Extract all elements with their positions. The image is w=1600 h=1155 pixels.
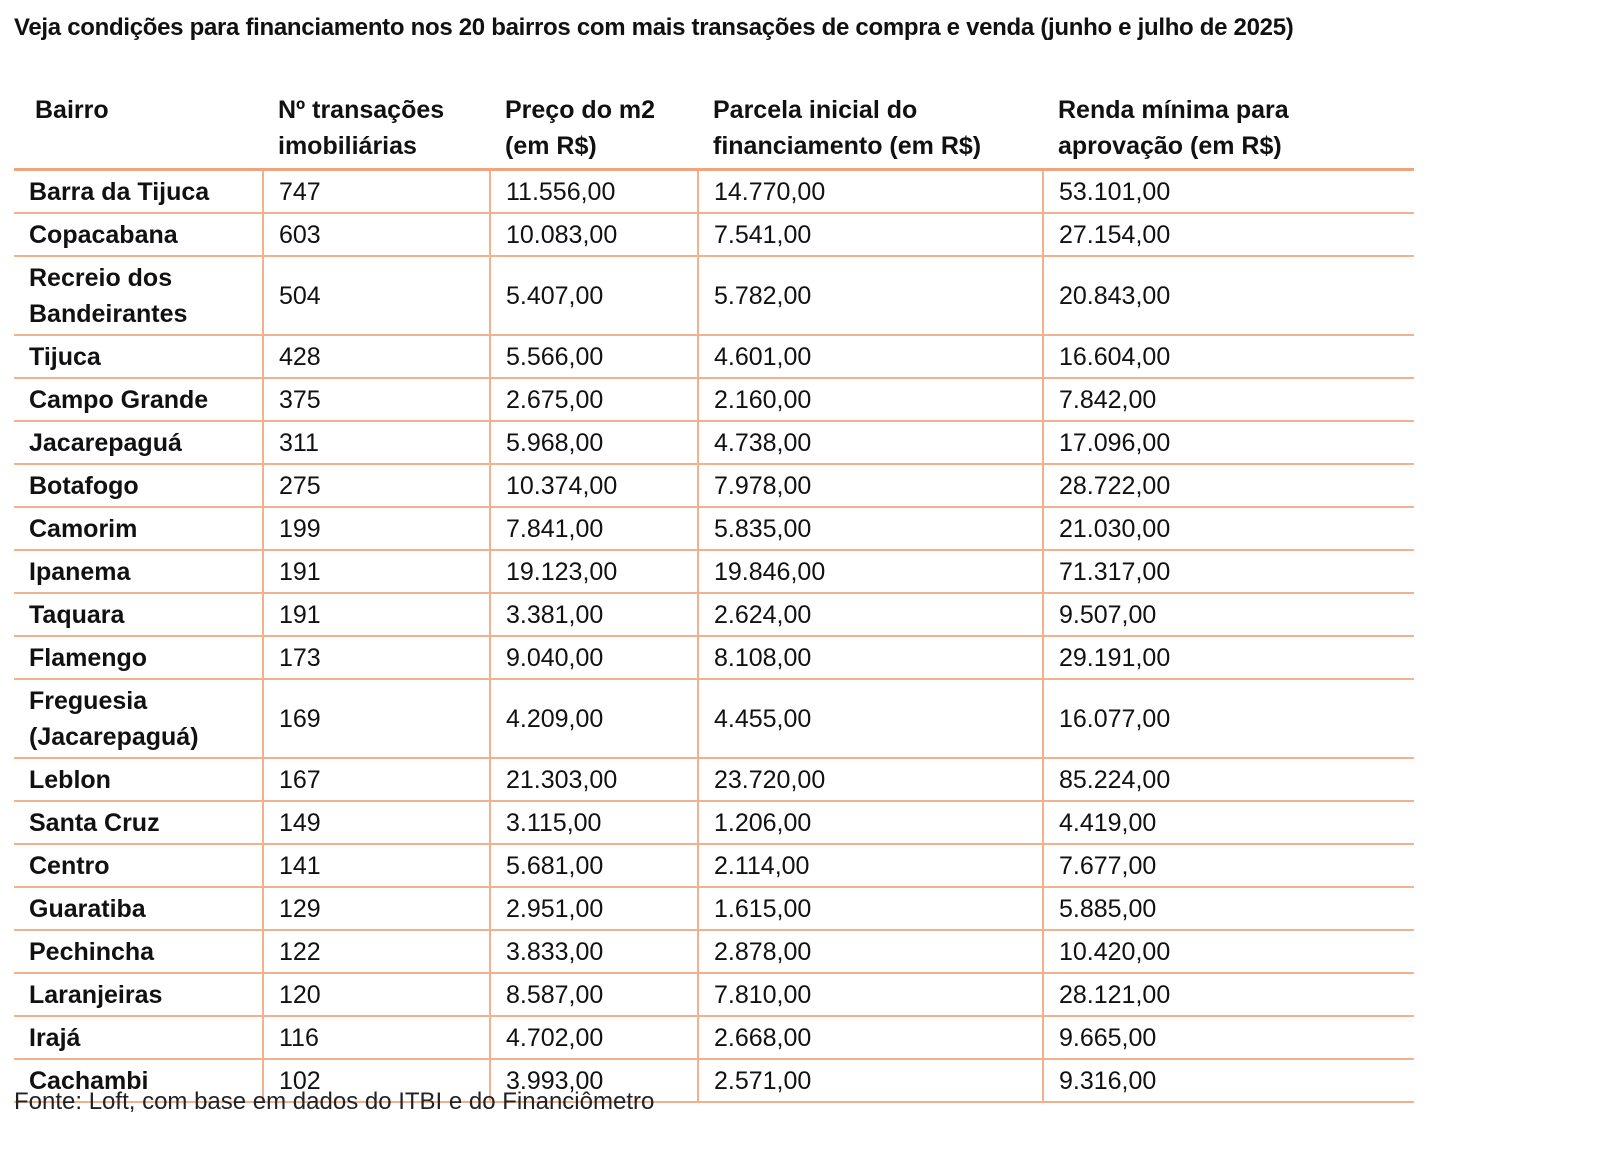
cell-renda: 17.096,00 bbox=[1043, 421, 1414, 464]
table-row bbox=[14, 507, 1414, 550]
cell-parcela: 7.978,00 bbox=[698, 464, 1043, 507]
header-line: Nº transações bbox=[278, 96, 445, 124]
cell-parcela: 8.108,00 bbox=[698, 636, 1043, 679]
cell-preco-m2: 8.587,00 bbox=[490, 973, 698, 1016]
table-body bbox=[14, 170, 1414, 1103]
cell-transacoes: 122 bbox=[263, 930, 490, 973]
cell-renda: 71.317,00 bbox=[1043, 550, 1414, 593]
cell-bairro bbox=[14, 930, 263, 973]
cell-bairro bbox=[14, 1016, 263, 1059]
cell-parcela: 2.624,00 bbox=[698, 593, 1043, 636]
cell-transacoes: 428 bbox=[263, 335, 490, 378]
cell-renda: 10.420,00 bbox=[1043, 930, 1414, 973]
cell-bairro bbox=[14, 550, 263, 593]
cell-renda: 9.665,00 bbox=[1043, 1016, 1414, 1059]
bairro-name-line: Botafogo bbox=[29, 472, 139, 500]
bairro-name-line: Camorim bbox=[29, 515, 138, 543]
bairro-name-line: Barra da Tijuca bbox=[29, 178, 210, 206]
cell-renda: 29.191,00 bbox=[1043, 636, 1414, 679]
cell-transacoes: 375 bbox=[263, 378, 490, 421]
cell-transacoes: 747 bbox=[263, 170, 490, 214]
table-row bbox=[14, 335, 1414, 378]
cell-renda: 9.316,00 bbox=[1043, 1059, 1414, 1102]
cell-preco-m2: 7.841,00 bbox=[490, 507, 698, 550]
table-row bbox=[14, 930, 1414, 973]
bairro-name-line: Pechincha bbox=[29, 938, 155, 966]
bairro-name-line: Campo Grande bbox=[29, 386, 209, 414]
cell-bairro bbox=[14, 973, 263, 1016]
cell-bairro bbox=[14, 256, 263, 335]
cell-transacoes: 173 bbox=[263, 636, 490, 679]
cell-preco-m2: 10.083,00 bbox=[490, 213, 698, 256]
bairro-name-line: Copacabana bbox=[29, 221, 178, 249]
cell-preco-m2: 2.675,00 bbox=[490, 378, 698, 421]
bairro-name-line: (Jacarepaguá) bbox=[29, 723, 199, 751]
table-row bbox=[14, 421, 1414, 464]
bairro-name-line: Centro bbox=[29, 852, 110, 880]
table-header bbox=[14, 88, 1414, 170]
table-title: Veja condições para financiamento nos 20 bairros com mais transações de compra e venda (junho e julho de 2025) bbox=[14, 14, 1294, 41]
table-row bbox=[14, 550, 1414, 593]
bairro-name-line: Santa Cruz bbox=[29, 809, 160, 837]
cell-renda: 16.604,00 bbox=[1043, 335, 1414, 378]
cell-parcela: 7.541,00 bbox=[698, 213, 1043, 256]
cell-transacoes: 141 bbox=[263, 844, 490, 887]
header-bairro bbox=[14, 88, 263, 170]
cell-bairro bbox=[14, 801, 263, 844]
cell-bairro bbox=[14, 844, 263, 887]
cell-renda: 7.677,00 bbox=[1043, 844, 1414, 887]
cell-bairro bbox=[14, 170, 263, 214]
cell-preco-m2: 21.303,00 bbox=[490, 758, 698, 801]
cell-bairro bbox=[14, 464, 263, 507]
cell-parcela: 23.720,00 bbox=[698, 758, 1043, 801]
cell-renda: 16.077,00 bbox=[1043, 679, 1414, 758]
cell-bairro bbox=[14, 636, 263, 679]
cell-transacoes: 169 bbox=[263, 679, 490, 758]
table-row bbox=[14, 213, 1414, 256]
bairro-name-line: Freguesia bbox=[29, 687, 148, 715]
cell-transacoes: 603 bbox=[263, 213, 490, 256]
cell-preco-m2: 10.374,00 bbox=[490, 464, 698, 507]
cell-preco-m2: 3.833,00 bbox=[490, 930, 698, 973]
cell-bairro bbox=[14, 213, 263, 256]
bairro-name-line: Jacarepaguá bbox=[29, 429, 182, 457]
cell-bairro bbox=[14, 593, 263, 636]
bairro-name-line: Flamengo bbox=[29, 644, 148, 672]
cell-bairro bbox=[14, 335, 263, 378]
cell-parcela: 5.835,00 bbox=[698, 507, 1043, 550]
cell-preco-m2: 3.993,00 bbox=[490, 1059, 698, 1102]
header-transacoes bbox=[263, 88, 490, 170]
bairro-name-line: Leblon bbox=[29, 766, 111, 794]
cell-parcela: 2.571,00 bbox=[698, 1059, 1043, 1102]
cell-parcela: 1.615,00 bbox=[698, 887, 1043, 930]
cell-transacoes: 275 bbox=[263, 464, 490, 507]
table-row bbox=[14, 844, 1414, 887]
table-row bbox=[14, 378, 1414, 421]
cell-parcela: 2.160,00 bbox=[698, 378, 1043, 421]
cell-preco-m2: 3.115,00 bbox=[490, 801, 698, 844]
cell-preco-m2: 2.951,00 bbox=[490, 887, 698, 930]
bairro-name-line: Recreio dos bbox=[29, 264, 173, 292]
cell-renda: 21.030,00 bbox=[1043, 507, 1414, 550]
header-line: financiamento (em R$) bbox=[713, 132, 982, 160]
cell-parcela: 2.878,00 bbox=[698, 930, 1043, 973]
cell-transacoes: 129 bbox=[263, 887, 490, 930]
cell-transacoes: 102 bbox=[263, 1059, 490, 1102]
header-line: imobiliárias bbox=[278, 132, 417, 160]
header-line: Bairro bbox=[35, 96, 109, 124]
table-row bbox=[14, 679, 1414, 758]
cell-renda: 28.121,00 bbox=[1043, 973, 1414, 1016]
cell-renda: 9.507,00 bbox=[1043, 593, 1414, 636]
header-line: Preço do m2 bbox=[505, 96, 656, 124]
cell-parcela: 2.114,00 bbox=[698, 844, 1043, 887]
bairro-name-line: Bandeirantes bbox=[29, 300, 188, 328]
header-parcela bbox=[698, 88, 1043, 170]
cell-renda: 5.885,00 bbox=[1043, 887, 1414, 930]
cell-preco-m2: 11.556,00 bbox=[490, 170, 698, 214]
cell-transacoes: 116 bbox=[263, 1016, 490, 1059]
bairro-name-line: Irajá bbox=[29, 1024, 81, 1052]
cell-preco-m2: 5.968,00 bbox=[490, 421, 698, 464]
cell-preco-m2: 5.681,00 bbox=[490, 844, 698, 887]
cell-bairro bbox=[14, 378, 263, 421]
table-row bbox=[14, 1016, 1414, 1059]
table-row bbox=[14, 758, 1414, 801]
cell-transacoes: 120 bbox=[263, 973, 490, 1016]
cell-parcela: 4.738,00 bbox=[698, 421, 1043, 464]
header-line: (em R$) bbox=[505, 132, 597, 160]
bairro-name-line: Taquara bbox=[29, 601, 125, 629]
bairro-name-line: Tijuca bbox=[29, 343, 101, 371]
header-line: Renda mínima para bbox=[1058, 96, 1289, 124]
bairro-name-line: Guaratiba bbox=[29, 895, 146, 923]
financing-table bbox=[14, 88, 1414, 1103]
cell-transacoes: 504 bbox=[263, 256, 490, 335]
bairro-name-line: Ipanema bbox=[29, 558, 131, 586]
cell-parcela: 7.810,00 bbox=[698, 973, 1043, 1016]
cell-renda: 4.419,00 bbox=[1043, 801, 1414, 844]
header-preco-m2 bbox=[490, 88, 698, 170]
cell-preco-m2: 19.123,00 bbox=[490, 550, 698, 593]
cell-transacoes: 149 bbox=[263, 801, 490, 844]
cell-renda: 53.101,00 bbox=[1043, 170, 1414, 214]
header-line: Parcela inicial do bbox=[713, 96, 918, 124]
table-row bbox=[14, 170, 1414, 214]
table-row bbox=[14, 593, 1414, 636]
cell-renda: 27.154,00 bbox=[1043, 213, 1414, 256]
cell-renda: 85.224,00 bbox=[1043, 758, 1414, 801]
cell-preco-m2: 5.407,00 bbox=[490, 256, 698, 335]
cell-renda: 28.722,00 bbox=[1043, 464, 1414, 507]
bairro-name-line: Cachambi bbox=[29, 1067, 149, 1095]
cell-parcela: 2.668,00 bbox=[698, 1016, 1043, 1059]
source-note: Fonte: Loft, com base em dados do ITBI e do Financiômetro bbox=[14, 1088, 655, 1115]
table-row bbox=[14, 464, 1414, 507]
cell-preco-m2: 3.381,00 bbox=[490, 593, 698, 636]
cell-parcela: 14.770,00 bbox=[698, 170, 1043, 214]
bairro-name-line: Laranjeiras bbox=[29, 981, 163, 1009]
cell-parcela: 19.846,00 bbox=[698, 550, 1043, 593]
cell-parcela: 4.601,00 bbox=[698, 335, 1043, 378]
table-row bbox=[14, 887, 1414, 930]
cell-parcela: 1.206,00 bbox=[698, 801, 1043, 844]
cell-renda: 7.842,00 bbox=[1043, 378, 1414, 421]
cell-transacoes: 167 bbox=[263, 758, 490, 801]
cell-preco-m2: 5.566,00 bbox=[490, 335, 698, 378]
header-row bbox=[14, 88, 1414, 170]
cell-preco-m2: 4.702,00 bbox=[490, 1016, 698, 1059]
table-row bbox=[14, 801, 1414, 844]
cell-bairro bbox=[14, 887, 263, 930]
cell-bairro bbox=[14, 679, 263, 758]
cell-renda: 20.843,00 bbox=[1043, 256, 1414, 335]
cell-parcela: 4.455,00 bbox=[698, 679, 1043, 758]
table-row bbox=[14, 973, 1414, 1016]
table-row bbox=[14, 256, 1414, 335]
cell-transacoes: 191 bbox=[263, 593, 490, 636]
cell-bairro bbox=[14, 507, 263, 550]
cell-preco-m2: 9.040,00 bbox=[490, 636, 698, 679]
cell-transacoes: 199 bbox=[263, 507, 490, 550]
cell-bairro bbox=[14, 758, 263, 801]
header-line: aprovação (em R$) bbox=[1058, 132, 1282, 160]
header-renda bbox=[1043, 88, 1414, 170]
table-row bbox=[14, 636, 1414, 679]
cell-transacoes: 191 bbox=[263, 550, 490, 593]
cell-preco-m2: 4.209,00 bbox=[490, 679, 698, 758]
cell-bairro bbox=[14, 421, 263, 464]
cell-transacoes: 311 bbox=[263, 421, 490, 464]
cell-parcela: 5.782,00 bbox=[698, 256, 1043, 335]
